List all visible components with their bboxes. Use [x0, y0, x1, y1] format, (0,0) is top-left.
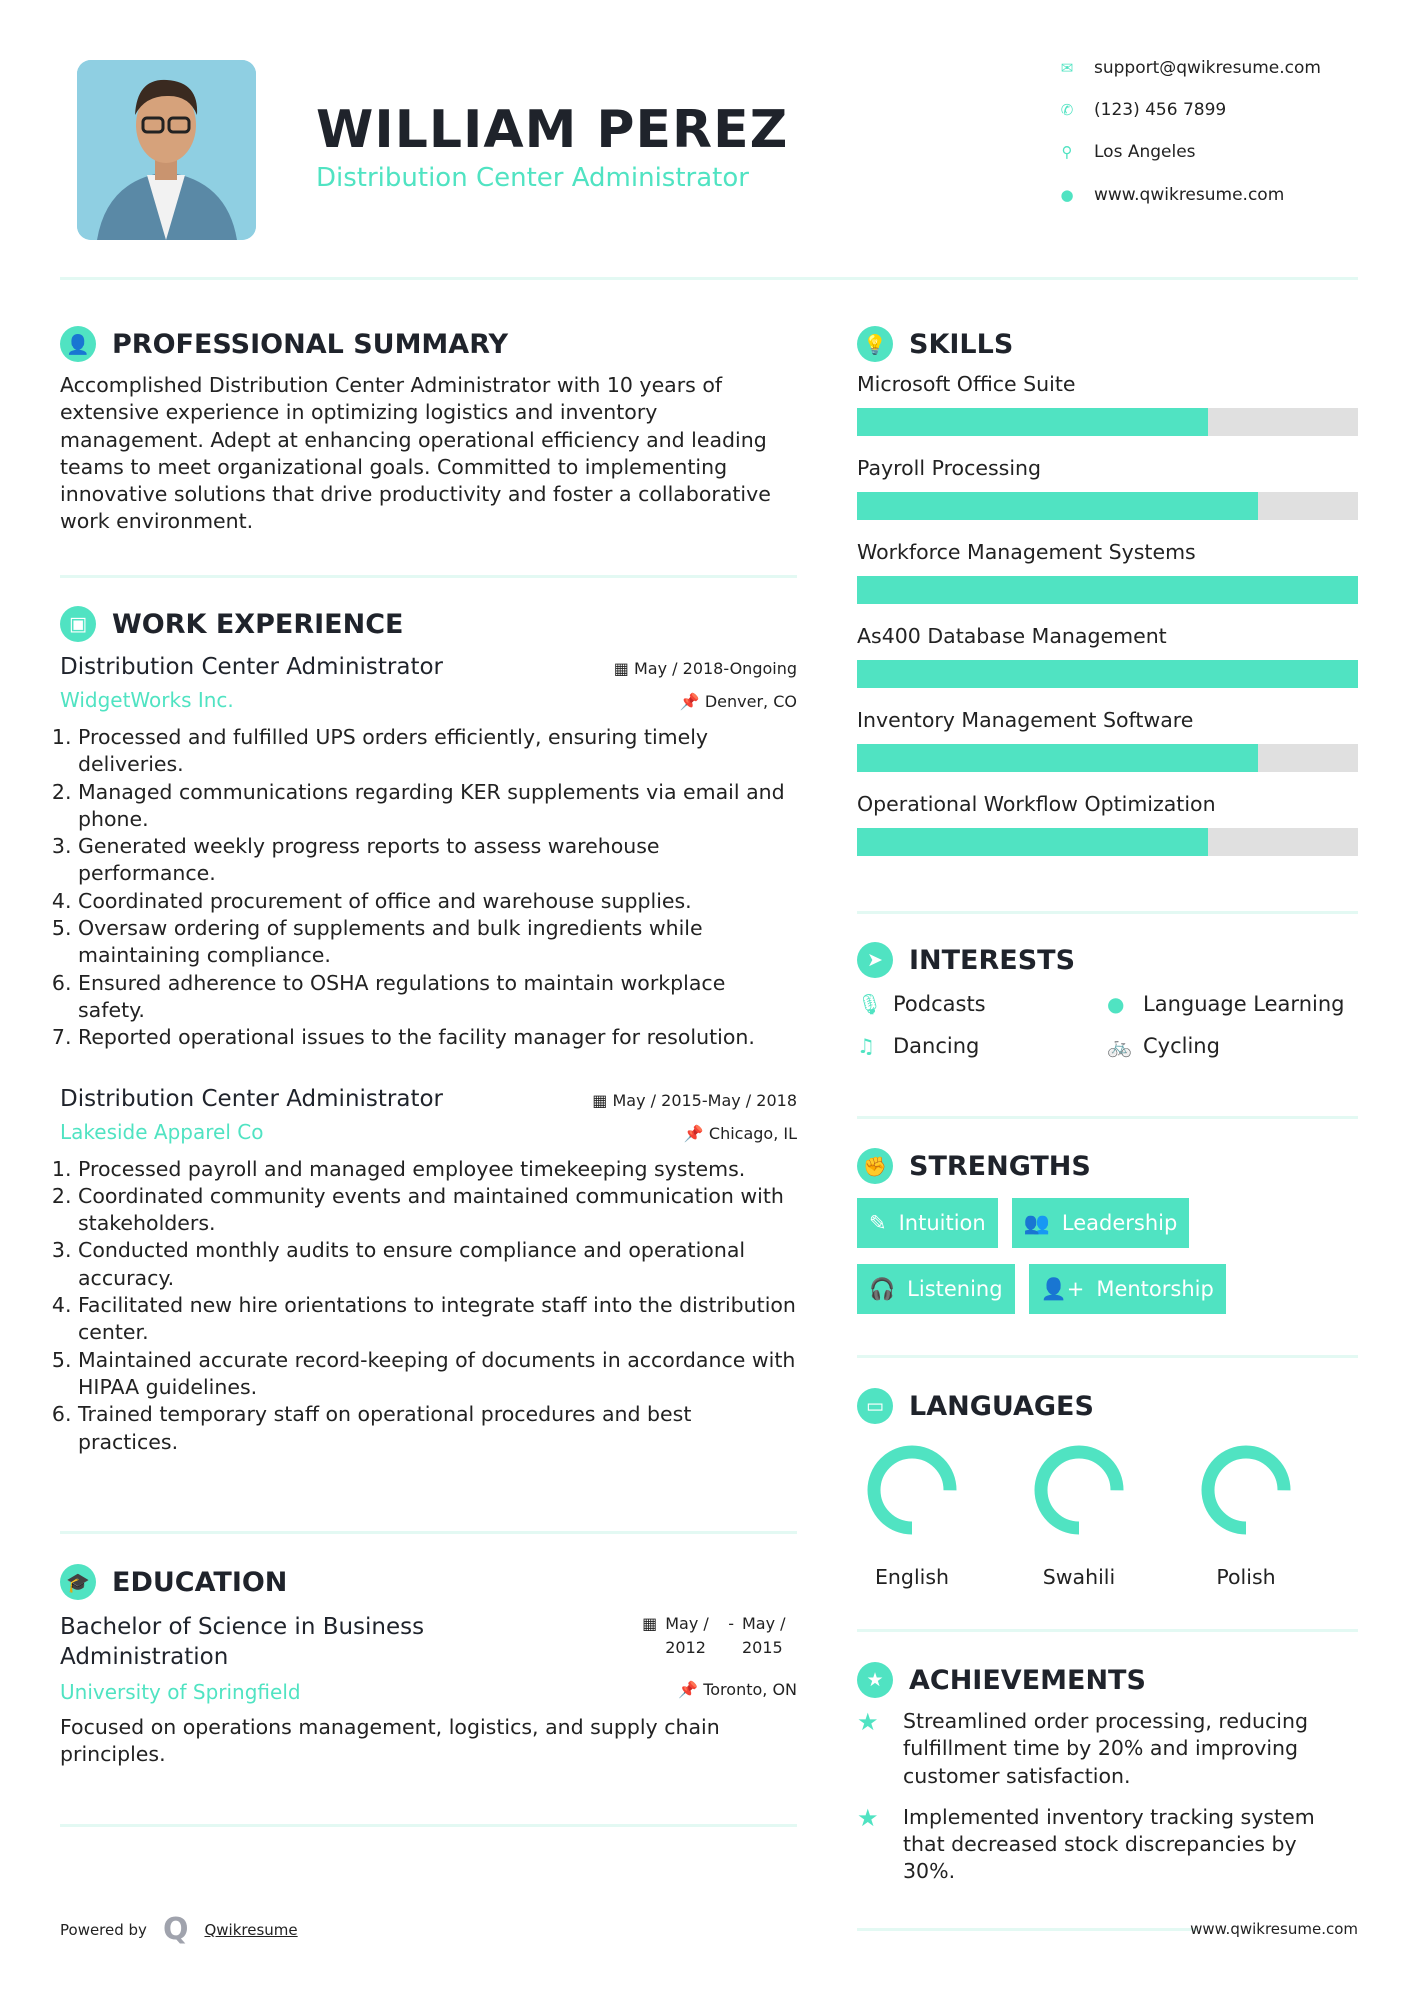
bullet-item: 6. Trained temporary staff on operational procedures and best practices.	[78, 1401, 797, 1456]
location-text: Denver, CO	[704, 692, 797, 711]
skill-bar-fill	[857, 576, 1358, 604]
users-icon: 👥	[1023, 1210, 1050, 1235]
contact-text: (123) 456 7899	[1094, 100, 1227, 120]
bullet-item: 4. Facilitated new hire orientations to integrate staff into the distribution center.	[78, 1292, 797, 1347]
date-text: May / 2018-Ongoing	[634, 659, 797, 678]
globe-icon: ●	[1060, 186, 1074, 204]
interest-label: Cycling	[1143, 1034, 1220, 1058]
strength-tag	[857, 1264, 1015, 1314]
star-icon: ★	[857, 1708, 879, 1736]
tag-label: Leadership	[1061, 1211, 1178, 1235]
candidate-title: Distribution Center Administrator	[316, 163, 749, 193]
music-icon: ♫	[857, 1034, 875, 1058]
magic-wand-icon: ✎	[869, 1211, 887, 1235]
skill-bar-fill	[857, 408, 1208, 436]
map-pin-icon: ⚲	[1061, 143, 1073, 161]
heading-text: EDUCATION	[112, 1566, 288, 1598]
strength-tag	[857, 1198, 998, 1248]
bullet-item: 2. Coordinated community events and maintained communication with stakeholders.	[78, 1183, 797, 1238]
degree: Bachelor of Science in Business Administration	[60, 1614, 425, 1670]
skill-bar	[857, 492, 1358, 520]
strength-tag	[1012, 1198, 1190, 1248]
skill-item	[857, 708, 1358, 772]
location-text: Toronto, ON	[703, 1680, 797, 1699]
bicycle-icon: 🚲	[1107, 1034, 1132, 1058]
candidate-name: WILLIAM PEREZ	[316, 100, 789, 160]
skill-bar-fill	[857, 744, 1258, 772]
section-heading	[857, 1662, 1358, 1698]
language-item	[1024, 1440, 1134, 1589]
calendar-icon: ▦	[613, 659, 634, 678]
skill-name: As400 Database Management	[857, 624, 1167, 648]
date-text: May / 2015-May / 2018	[612, 1090, 797, 1110]
microphone-icon: 🎙	[857, 992, 883, 1016]
bullet-item: 7. Reported operational issues to the facility manager for resolution.	[78, 1024, 797, 1051]
contact-text: Los Angeles	[1094, 142, 1196, 162]
education-dates	[642, 1612, 797, 1672]
school: University of Springfield	[60, 1680, 301, 1704]
achievement-text: Implemented inventory tracking system that decreased stock discrepancies by 30%.	[903, 1804, 1315, 1884]
bullet-item: 4. Coordinated procurement of office and warehouse supplies.	[78, 888, 797, 915]
graduation-icon: 🎓	[60, 1564, 96, 1600]
skill-bar-fill	[857, 828, 1208, 856]
job-bullets	[60, 724, 797, 1052]
language-card-icon: ▭	[857, 1388, 893, 1424]
divider	[857, 1116, 1358, 1119]
skill-bar-fill	[857, 660, 1358, 688]
calendar-icon: ▦	[642, 1614, 658, 1633]
skill-bar-fill	[857, 492, 1258, 520]
qwikresume-logo-icon: Q	[162, 1912, 189, 1947]
section-heading	[60, 606, 797, 642]
interest-label: Dancing	[893, 1034, 980, 1058]
achievements-section	[857, 1662, 1358, 1886]
brand-link[interactable]: Qwikresume	[204, 1920, 298, 1939]
summary-section	[60, 326, 800, 536]
contact-text: www.qwikresume.com	[1094, 185, 1285, 205]
location-text: Chicago, IL	[708, 1123, 797, 1143]
company-name: WidgetWorks Inc.	[60, 688, 234, 712]
headphones-icon: 🎧	[869, 1276, 896, 1301]
bullet-item: 2. Managed communications regarding KER supplements via email and phone.	[78, 779, 797, 834]
summary-text: Accomplished Distribution Center Administrator with 10 years of extensive experience in optimizing logistics and inventory management. Adept at enhancing operational efficiency and leading teams to meet organizational goals. Committed to implementing innovative solutions that drive productivity and foster a collaborative work environment.	[60, 373, 771, 534]
company-name: Lakeside Apparel Co	[60, 1119, 264, 1144]
start-date: May / 2012	[665, 1614, 709, 1657]
strengths-section	[857, 1148, 1358, 1314]
globe-icon: ●	[1107, 992, 1125, 1016]
pin-icon: 📌	[678, 1680, 704, 1699]
heading-text: SKILLS	[909, 328, 1014, 360]
calendar-icon: ▦	[592, 1090, 613, 1110]
contact-email[interactable]	[1058, 58, 1321, 78]
language-item	[1191, 1440, 1301, 1589]
skills-section	[857, 326, 1358, 856]
section-heading	[857, 326, 1358, 362]
skill-bar	[857, 744, 1358, 772]
tag-label: Mentorship	[1096, 1277, 1214, 1301]
divider	[60, 1824, 797, 1827]
bullet-item: 1. Processed and fulfilled UPS orders efficiently, ensuring timely deliveries.	[78, 724, 797, 779]
section-heading	[857, 942, 1358, 978]
heading-text: LANGUAGES	[909, 1390, 1094, 1422]
footer-website[interactable]: www.qwikresume.com	[1190, 1920, 1358, 1938]
star-icon: ★	[857, 1803, 879, 1832]
bullet-item: 3. Conducted monthly audits to ensure compliance and operational accuracy.	[78, 1237, 797, 1292]
paper-plane-icon: ➤	[857, 942, 893, 978]
heading-text: STRENGTHS	[909, 1150, 1091, 1182]
contact-website[interactable]	[1058, 185, 1284, 205]
skill-bar	[857, 408, 1358, 436]
profile-photo	[77, 60, 256, 240]
language-level-ring	[1191, 1440, 1301, 1540]
end-date: May / 2015	[742, 1614, 786, 1657]
section-heading	[857, 1148, 1358, 1184]
divider	[857, 1629, 1358, 1632]
job-title: Distribution Center Administrator	[60, 654, 444, 680]
language-name: Polish	[1216, 1565, 1276, 1589]
user-plus-icon: 👤+	[1040, 1276, 1085, 1301]
bullet-item: 6. Ensured adherence to OSHA regulations to maintain workplace safety.	[78, 970, 797, 1025]
section-heading	[60, 1564, 797, 1600]
job-bullets	[60, 1156, 797, 1456]
interests-section	[857, 942, 1358, 1058]
achievement-text: Streamlined order processing, reducing fulfillment time by 20% and improving customer satisfaction.	[903, 1709, 1308, 1788]
lightbulb-icon: 💡	[857, 326, 893, 362]
skill-item	[857, 540, 1358, 604]
language-name: English	[874, 1565, 950, 1589]
language-level-ring	[857, 1440, 967, 1540]
achievement-item	[857, 1804, 1358, 1886]
interest-item	[1107, 992, 1357, 1016]
skill-item	[857, 456, 1358, 520]
pin-icon: 📌	[683, 1123, 709, 1143]
job-date	[592, 1091, 797, 1110]
language-item	[857, 1440, 967, 1589]
skill-bar	[857, 660, 1358, 688]
job-entry	[60, 654, 797, 1052]
divider	[857, 1355, 1358, 1358]
bullet-item: 3. Generated weekly progress reports to assess warehouse performance.	[78, 833, 797, 888]
languages-section	[857, 1388, 1358, 1589]
footer-powered	[60, 1912, 298, 1947]
job-location	[684, 1124, 797, 1143]
interest-label: Language Learning	[1143, 992, 1345, 1016]
header-divider	[60, 277, 1358, 280]
envelope-icon: ✉	[1060, 59, 1074, 77]
heading-text: INTERESTS	[909, 944, 1076, 976]
bullet-item: 5. Maintained accurate record-keeping of documents in accordance with HIPAA guidelines.	[78, 1347, 797, 1402]
heading-text: ACHIEVEMENTS	[909, 1664, 1146, 1696]
skill-name: Workforce Management Systems	[857, 540, 1196, 564]
contact-text: support@qwikresume.com	[1094, 58, 1321, 78]
tag-label: Listening	[907, 1277, 1003, 1301]
divider	[857, 911, 1358, 914]
achievement-item	[857, 1708, 1358, 1790]
interest-label: Podcasts	[893, 992, 986, 1016]
job-entry	[60, 1086, 797, 1456]
job-title: Distribution Center Administrator	[60, 1085, 444, 1112]
bullet-item: 5. Oversaw ordering of supplements and bulk ingredients while maintaining compliance.	[78, 915, 797, 970]
contact-phone[interactable]	[1058, 100, 1226, 120]
skill-item	[857, 372, 1358, 436]
star-badge-icon: ★	[857, 1662, 893, 1698]
skill-item	[857, 624, 1358, 688]
briefcase-icon: ▣	[60, 606, 96, 642]
skill-name: Microsoft Office Suite	[857, 372, 1076, 396]
skill-bar	[857, 576, 1358, 604]
footer-divider	[857, 1928, 1197, 1931]
interest-item	[1107, 1034, 1357, 1058]
language-level-ring	[1024, 1440, 1134, 1540]
powered-by-text: Powered by	[60, 1920, 147, 1939]
divider	[60, 1531, 797, 1534]
skill-name: Payroll Processing	[857, 456, 1042, 480]
language-name: Swahili	[1042, 1565, 1116, 1589]
skill-name: Inventory Management Software	[857, 708, 1194, 732]
phone-icon: ✆	[1060, 101, 1074, 119]
user-icon: 👤	[60, 326, 96, 362]
education-section	[60, 1564, 797, 1769]
heading-text: WORK EXPERIENCE	[112, 608, 404, 640]
education-location	[678, 1680, 797, 1704]
education-description: Focused on operations management, logistics, and supply chain principles.	[60, 1715, 720, 1767]
job-date	[614, 659, 797, 678]
job-location	[680, 692, 797, 711]
divider	[60, 575, 797, 578]
contact-location	[1058, 142, 1196, 162]
bullet-item: 1. Processed payroll and managed employee timekeeping systems.	[78, 1156, 797, 1183]
section-heading	[857, 1388, 1358, 1424]
strength-tag	[1029, 1264, 1226, 1314]
skill-item	[857, 792, 1358, 856]
skill-name: Operational Workflow Optimization	[857, 792, 1216, 816]
fist-icon: ✊	[857, 1148, 893, 1184]
heading-text: PROFESSIONAL SUMMARY	[112, 328, 509, 360]
interest-item	[857, 992, 1107, 1016]
pin-icon: 📌	[679, 692, 705, 711]
skill-bar	[857, 828, 1358, 856]
date-separator: -	[728, 1614, 734, 1633]
tag-label: Intuition	[898, 1211, 986, 1235]
interest-item	[857, 1034, 1107, 1058]
section-heading	[60, 326, 800, 362]
experience-section	[60, 606, 797, 1456]
